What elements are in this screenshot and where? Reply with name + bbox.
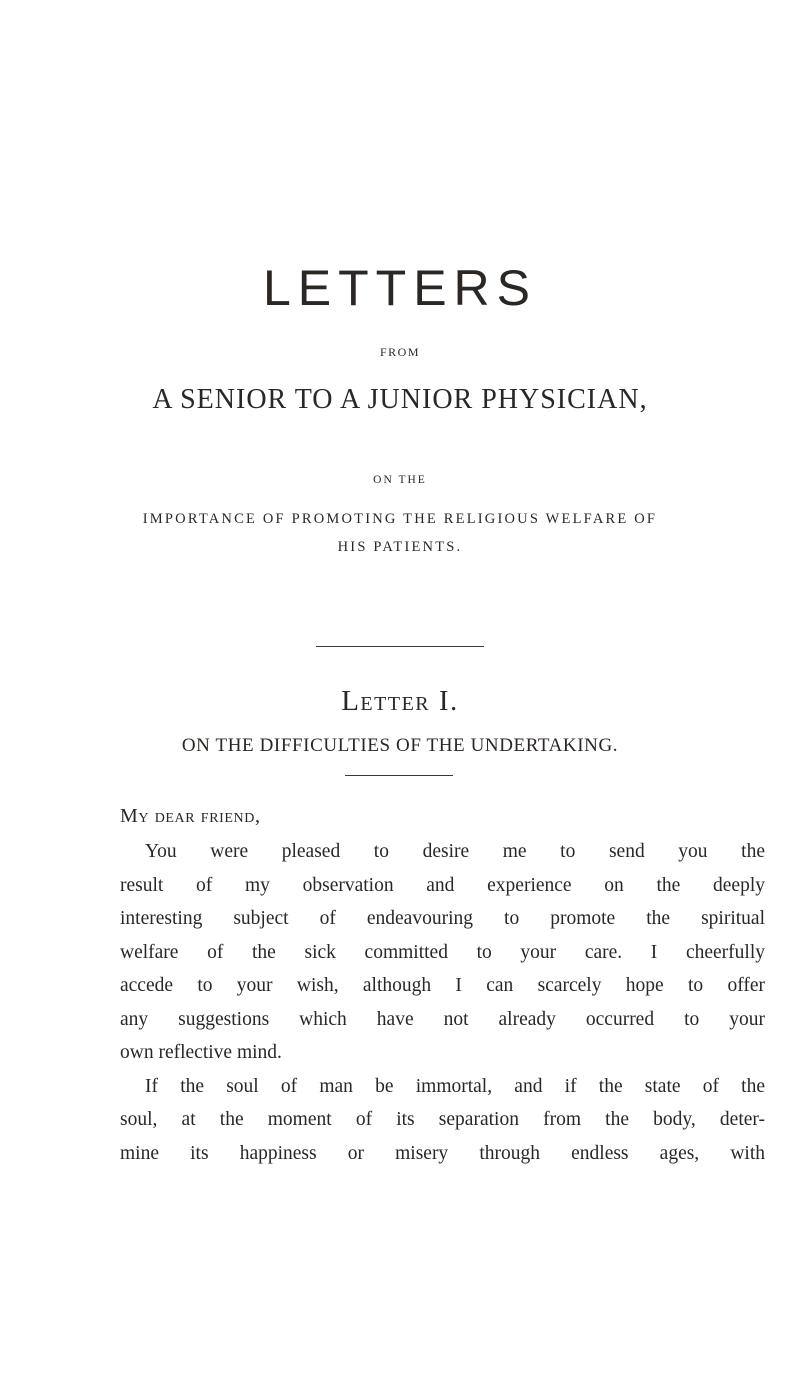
divider-rule	[316, 646, 484, 647]
main-title: LETTERS	[262, 260, 538, 316]
letter-subtitle: ON THE DIFFICULTIES OF THE UNDERTAKING.	[181, 735, 619, 756]
salutation: My dear friend,	[120, 805, 261, 827]
topic-line-2: HIS PATIENTS.	[337, 539, 463, 555]
body-line: interesting subject of endeavouring to promote the spiritual	[120, 908, 765, 929]
body-line: soul, at the moment of its separation from the body, deter-	[120, 1109, 765, 1130]
body-line: welfare of the sick committed to your care. I cheerfully	[120, 941, 765, 963]
body-line: mine its happiness or misery through endless ages, with	[120, 1142, 765, 1164]
from-label: FROM	[379, 345, 420, 359]
body-line: result of my observation and experience on the deeply	[120, 874, 765, 896]
subtitle: A SENIOR TO A JUNIOR PHYSICIAN,	[152, 384, 648, 415]
short-divider-rule	[345, 775, 453, 776]
body-line: any suggestions which have not already occurred to your	[120, 1008, 765, 1030]
topic-line-1: IMPORTANCE OF PROMOTING THE RELIGIOUS WELFARE OF	[142, 511, 658, 527]
body-line: accede to your wish, although I can scarcely hope to offer	[120, 975, 765, 996]
body-line: You were pleased to desire me to send you the	[145, 841, 765, 862]
body-line: If the soul of man be immortal, and if the state of the	[145, 1075, 765, 1097]
letter-heading: Letter I.	[341, 685, 459, 717]
on-the-label: ON THE	[373, 474, 427, 486]
body-line: own reflective mind.	[120, 1042, 282, 1063]
